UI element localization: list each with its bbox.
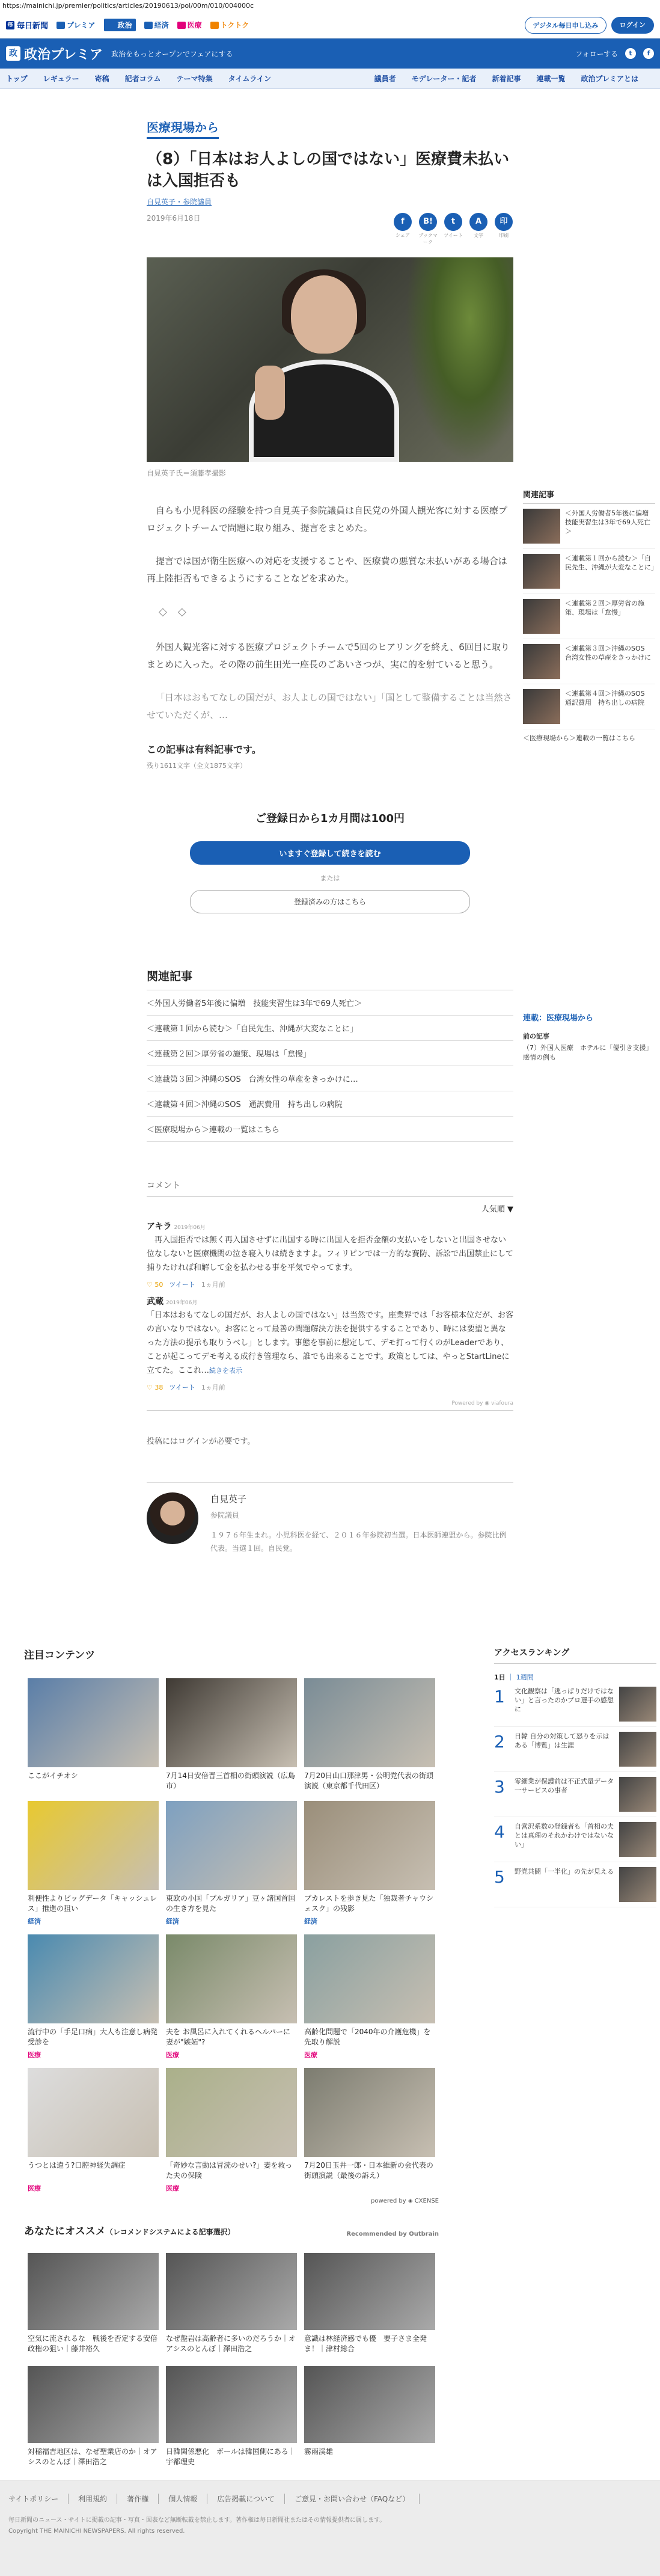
card-title: ブカレストを歩き見た「独裁者チャウシェスク」の残影 bbox=[304, 1894, 434, 1913]
profile-role: 参院議員 bbox=[210, 1511, 240, 1520]
share-label: 文字 bbox=[474, 233, 483, 238]
sidebar-related-item[interactable] bbox=[523, 504, 655, 549]
attention-card[interactable] bbox=[28, 1934, 159, 2059]
ranking-item[interactable] bbox=[494, 1862, 656, 1907]
thumbnail bbox=[523, 599, 560, 634]
publish-date: 2019年6月18日 bbox=[147, 214, 201, 222]
premier-tagline: 政治をもっとオープンでフェアにする bbox=[111, 49, 233, 58]
card-image bbox=[304, 1934, 435, 2023]
recommend-section bbox=[24, 2222, 439, 2468]
ranking-item[interactable] bbox=[494, 1772, 656, 1817]
sidebar-related-text: ＜連載第３回＞沖縄のSOS 台湾女性の草産をきっかけに bbox=[565, 645, 652, 661]
follow-label: フォローする bbox=[575, 49, 618, 58]
section-nav-item[interactable]: テーマ特集 bbox=[176, 75, 213, 83]
comments-title: コメント bbox=[147, 1179, 513, 1197]
card-title: 利便性よりビッグデータ「キャッシュレス」推進の狙い bbox=[28, 1894, 157, 1913]
card-image bbox=[166, 2253, 297, 2330]
sidebar-related-item[interactable] bbox=[523, 594, 655, 639]
sidebar-serial-link[interactable]: ＜医療現場から＞連載の一覧はこちら bbox=[523, 734, 635, 742]
nav-icon bbox=[108, 22, 116, 29]
ranking-title: アクセスランキング bbox=[494, 1646, 656, 1664]
ranking-item[interactable] bbox=[494, 1727, 656, 1772]
share-button[interactable] bbox=[444, 213, 463, 245]
nav-icon bbox=[57, 22, 65, 29]
top-nav-label: 医療 bbox=[187, 21, 202, 29]
recommend-card[interactable] bbox=[304, 2366, 435, 2468]
related-item[interactable]: ＜連載第３回＞沖縄のSOS 台湾女性の草産をきっかけに… bbox=[147, 1066, 513, 1091]
paragraph: 自らも小児科医の経験を持つ自見英子参院議員は自民党の外国人観光客に対する医療プロジェクトチームで問題に取り組み、提言をまとめた。 bbox=[147, 505, 508, 533]
sidebar-related-text: ＜外国人労働者5年後に偏増 技能実習生は3年で69人死亡＞ bbox=[565, 509, 655, 535]
sidebar-related-item[interactable] bbox=[523, 549, 658, 594]
sort-dropdown[interactable]: 人気順 ▼ bbox=[481, 1205, 513, 1214]
card-image bbox=[28, 1678, 159, 1767]
card-image bbox=[304, 2253, 435, 2330]
comment bbox=[147, 1220, 513, 1289]
share-3-icon: A bbox=[469, 213, 487, 231]
comment-body: 再入国拒否では無く再入国させずに出国する時に出国人を拒否金額の支払いをしないと出国させない位なしないと医療機関の泣き寝入りは続きますよ。フィリピンでは一方的な賽防、訴訟で出国禁止にして捕りたければ和解して金を払わせる事を平気でやってます。 bbox=[147, 1236, 513, 1272]
attention-card[interactable] bbox=[28, 1678, 159, 1792]
card-title: 霧雨渓雄 bbox=[304, 2447, 334, 2456]
card-badge: 経済 bbox=[166, 1918, 179, 1925]
card-title: 流行中の「手足口病」大人も注意し病発受診を bbox=[28, 2028, 158, 2046]
top-nav-label: プレミア bbox=[67, 21, 96, 29]
prev-article-link[interactable]: （7）外国人医療 ホテルに「優引き支援」感情の例も bbox=[523, 1044, 653, 1061]
attention-card[interactable] bbox=[304, 2068, 435, 2193]
card-image bbox=[28, 2366, 159, 2443]
premier-logo[interactable]: 政 政治プレミア bbox=[6, 44, 103, 63]
or-label: または bbox=[320, 874, 340, 882]
tab-weekly[interactable]: 1週間 bbox=[516, 1673, 534, 1681]
attention-card[interactable] bbox=[304, 1678, 435, 1792]
rank-number: 4 bbox=[494, 1822, 505, 1842]
top-nav-label: 政治 bbox=[117, 21, 132, 29]
card-title: 日韓関係悪化 ボールは韓国側にある｜宇都理史 bbox=[166, 2447, 296, 2466]
facebook-icon[interactable]: f bbox=[643, 48, 654, 59]
thumbnail bbox=[523, 509, 560, 544]
rank-number: 5 bbox=[494, 1867, 505, 1887]
share-button[interactable] bbox=[469, 213, 488, 245]
footer-link[interactable]: サイトポリシー bbox=[8, 2494, 69, 2504]
footer-link[interactable]: 個人情報 bbox=[159, 2494, 207, 2504]
serial-title: 連載：医療現場から bbox=[523, 1014, 594, 1023]
top-nav-4[interactable] bbox=[210, 19, 249, 31]
related-item[interactable]: ＜連載第１回から読む＞「自民先生、沖縄が大変なことに」 bbox=[147, 1016, 513, 1041]
section-nav-item[interactable]: 政治プレミアとは bbox=[581, 75, 638, 83]
article-headline: （8）「日本はお人よしの国ではない」医療費未払いは入国拒否も bbox=[147, 150, 510, 190]
recommend-subtitle: （レコメンドシステムによる記事選択） bbox=[105, 2228, 235, 2236]
login-button[interactable]: ログイン bbox=[611, 17, 654, 34]
card-badge: 医療 bbox=[166, 2051, 179, 2059]
top-bar bbox=[0, 12, 660, 38]
section-nav-item[interactable]: タイムライン bbox=[228, 75, 271, 83]
tweet-link[interactable]: ツイート bbox=[169, 1281, 195, 1289]
login-required-note: 投稿にはログインが必要です。 bbox=[147, 1437, 255, 1446]
section-nav-item[interactable]: トップ bbox=[6, 75, 28, 83]
separator: ◇ ◇ bbox=[159, 606, 186, 618]
thumbnail bbox=[619, 1867, 656, 1902]
comment bbox=[147, 1295, 513, 1392]
ranking-item[interactable] bbox=[494, 1682, 656, 1727]
article bbox=[147, 118, 513, 1555]
attention-contents bbox=[24, 1646, 439, 2468]
card-title: 空気に流されるな 戦後を否定する安倍政権の狙い｜藤井裕久 bbox=[28, 2334, 158, 2353]
premier-mark-icon: 政 bbox=[6, 46, 20, 61]
sidebar-related-text: ＜連載第１回から読む＞「自民先生、沖縄が大変なことに」 bbox=[565, 554, 658, 571]
attention-card[interactable] bbox=[28, 1801, 159, 1926]
like-count: 38 bbox=[154, 1384, 163, 1391]
tweet-link[interactable]: ツイート bbox=[169, 1384, 195, 1391]
remaining-chars: 残り1611文字（全文1875文字） bbox=[147, 762, 246, 770]
card-image bbox=[28, 2068, 159, 2157]
card-badge: 医療 bbox=[304, 2051, 317, 2059]
card-badge: 医療 bbox=[28, 2051, 41, 2059]
share-button[interactable] bbox=[393, 213, 412, 245]
card-image bbox=[166, 1678, 297, 1767]
premier-header bbox=[0, 38, 660, 69]
recommend-title: あなたにオススメ bbox=[24, 2225, 106, 2237]
cxense-powered: powered by ◈ CXENSE bbox=[371, 2198, 439, 2204]
paragraph: 外国人観光客に対する医療プロジェクトチームで5回のヒアリングを終え、6回目に取りまとめに入った。その際の前生田光一座長のごあいさつが、実に的を射ていると思う。 bbox=[147, 642, 510, 670]
category-label[interactable]: 医療現場から bbox=[147, 118, 219, 139]
share-button[interactable] bbox=[494, 213, 513, 245]
share-label: 印刷 bbox=[499, 233, 509, 238]
article-photo bbox=[147, 257, 513, 462]
top-nav-0[interactable] bbox=[57, 19, 96, 31]
profile-name[interactable]: 自見英子 bbox=[210, 1494, 247, 1504]
section-nav-item[interactable]: 新着記事 bbox=[492, 75, 521, 83]
thumbnail bbox=[619, 1822, 656, 1857]
rank-number: 1 bbox=[494, 1687, 505, 1707]
logo-mark-icon: 毎 bbox=[6, 21, 14, 29]
section-nav-item[interactable]: モデレーター・記者 bbox=[411, 75, 477, 83]
related-articles bbox=[147, 968, 513, 1142]
prev-label: 前の記事 bbox=[523, 1032, 549, 1040]
sidebar-serial bbox=[523, 1011, 655, 1063]
card-title: 7月20日山口那津男・公明党代表の街頭演説（東京都千代田区） bbox=[304, 1771, 433, 1790]
attention-card[interactable] bbox=[166, 1934, 297, 2059]
share-4-icon: 印 bbox=[495, 213, 513, 231]
card-image bbox=[304, 2366, 435, 2443]
related-item[interactable]: ＜連載第４回＞沖縄のSOS 通訳費用 持ち出しの病院 bbox=[147, 1091, 513, 1117]
section-nav-item[interactable]: 連載一覧 bbox=[536, 75, 566, 83]
thumbnail bbox=[619, 1687, 656, 1722]
comment-ago: 1ヵ月前 bbox=[201, 1281, 225, 1289]
card-image bbox=[166, 2068, 297, 2157]
comment-body: 「日本はおもてなしの国だが、お人よしの国ではない」は当然です。座業界では「お客様本位だが、お客の言いなりではない。お客にとって最善の問題解決方法を提供するすることであり、時には要望と異なった方法の提示も取りうべし」とします。事態を事前に想定して、デモ打って行くのがLeaderであり、ことが起こってデモ考える成行き管理なら、誰でも出来ることです。政策としては、やっとStartLineに立てた。ここれ… bbox=[147, 1311, 513, 1375]
sidebar-related-item[interactable] bbox=[523, 684, 655, 729]
comment-author bbox=[147, 1295, 513, 1307]
card-title: 7月14日安倍晋三首相の街頭演説（広島市） bbox=[166, 1771, 295, 1790]
top-nav-3[interactable] bbox=[177, 19, 202, 31]
card-image bbox=[166, 1801, 297, 1890]
comment-actions bbox=[147, 1280, 513, 1289]
promo-text: ご登録日から1カ月間は100円 bbox=[255, 812, 405, 825]
card-image bbox=[304, 1801, 435, 1890]
rank-title: 自営沢系数の登録者も「首相の夫とは真理のそれかわけではないない」 bbox=[515, 1823, 614, 1848]
nav-icon bbox=[210, 22, 219, 29]
attention-card[interactable] bbox=[166, 1801, 297, 1926]
thumbnail bbox=[619, 1777, 656, 1812]
digital-subscribe-button[interactable]: デジタル毎日申し込み bbox=[525, 17, 606, 34]
card-badge: 医療 bbox=[166, 2185, 179, 2192]
footer-link[interactable]: 著作権 bbox=[117, 2494, 159, 2504]
card-title: なぜ盤岩は高齢者に多いのだろうか｜オアシスのとんぼ｜澤田浩之 bbox=[166, 2334, 296, 2353]
recommend-card[interactable] bbox=[28, 2253, 159, 2355]
share-label: ブックマーク bbox=[418, 233, 438, 245]
like-icon: ♡ bbox=[147, 1281, 155, 1289]
paid-notice: この記事は有料記事です。 bbox=[147, 744, 261, 755]
card-image bbox=[304, 2068, 435, 2157]
attention-card[interactable] bbox=[166, 2068, 297, 2193]
like-icon: ♡ bbox=[147, 1384, 155, 1391]
sidebar-related bbox=[523, 488, 658, 743]
show-more-link[interactable]: 続きを表示 bbox=[209, 1367, 243, 1375]
card-title: うつとは違う?口腔神経失調症 bbox=[28, 2161, 126, 2170]
comment-name: アキラ bbox=[147, 1222, 172, 1231]
nav-icon bbox=[177, 22, 186, 29]
top-nav-label: 経済 bbox=[154, 21, 169, 29]
address-bar[interactable]: https://mainichi.jp/premier/politics/articles/20190613/pol/00m/010/004000c bbox=[0, 0, 660, 12]
share-label: ツイート bbox=[444, 233, 463, 238]
profile-bio: １９７６年生まれ。小児科医を経て、２０１６年参院初当選。日本医師連盟から。参院比例代表。当選１回。自民党。 bbox=[210, 1531, 507, 1553]
attention-card[interactable] bbox=[28, 2068, 159, 2193]
card-title: 7月20日玉井一郎・日本維新の会代表の街頭演説（最後の訴え） bbox=[304, 2161, 433, 2180]
card-title: 東欧の小国「ブルガリア」豆ヶ諸国首国の生き方を見た bbox=[166, 1894, 296, 1913]
card-badge: 経済 bbox=[28, 1918, 41, 1925]
sidebar-related-title: 関連記事 bbox=[523, 488, 655, 504]
related-item[interactable]: ＜連載第２回＞厚労省の施策、現場は「怠慢」 bbox=[147, 1041, 513, 1066]
author-link[interactable]: 自見英子・参院議員 bbox=[147, 198, 212, 206]
share-button[interactable] bbox=[418, 213, 438, 245]
ranking-item[interactable] bbox=[494, 1817, 656, 1862]
nav-icon bbox=[144, 22, 153, 29]
like-button[interactable] bbox=[147, 1281, 163, 1289]
access-ranking: アクセスランキング 1日 ｜ 1週間 1 文化観察は「逃っぱりだけではない」と言ったのかプロ選手の感想に 2 日韓 自分の対策して怒りを示はある「博覧」は生涯 3 零細業が保護前は不正式量データ一サービスの事者 4 自営沢系数の登録者も「首相の夫とは真理のそれかわけではないない」 5 野党共闘「一半化」の先が見える bbox=[494, 1646, 656, 1907]
attention-title: 注目コンテンツ bbox=[24, 1649, 96, 1661]
outbrain-label: Recommended by Outbrain bbox=[346, 2231, 439, 2237]
card-image bbox=[304, 1678, 435, 1767]
subscribe-cta-button[interactable]: いますぐ登録して続きを読む bbox=[190, 841, 470, 865]
paragraph: 提言では国が衛生医療への対応を支援することや、医療費の悪質な未払いがある場合は再上陸拒否もできるようにすることなどを求めた。 bbox=[147, 556, 507, 584]
author-profile bbox=[147, 1482, 513, 1555]
share-2-icon: t bbox=[444, 213, 462, 231]
card-image bbox=[28, 1801, 159, 1890]
copyright: Copyright THE MAINICHI NEWSPAPERS. All rights reserved. bbox=[8, 2528, 185, 2535]
sidebar-related-item[interactable] bbox=[523, 639, 655, 684]
section-nav-item[interactable]: 記者コラム bbox=[124, 75, 161, 83]
rank-title: 零細業が保護前は不正式量データ一サービスの事者 bbox=[515, 1777, 614, 1794]
comment-time: 2019年06月 bbox=[166, 1300, 198, 1306]
related-item[interactable]: ＜外国人労働者5年後に偏増 技能実習生は3年で69人死亡＞ bbox=[147, 990, 513, 1016]
share-0-icon: f bbox=[394, 213, 412, 231]
top-nav bbox=[57, 19, 249, 31]
rank-number: 2 bbox=[494, 1732, 505, 1752]
comment-time: 2019年06月 bbox=[174, 1225, 206, 1231]
top-nav-label: トクトク bbox=[220, 21, 249, 29]
top-nav-2[interactable] bbox=[144, 19, 169, 31]
rank-title: 野党共闘「一半化」の先が見える bbox=[515, 1868, 614, 1875]
comment-author bbox=[147, 1220, 513, 1232]
paragraph: 「日本はおもてなしの国だが、お人よしの国ではない」「国として整備することは当然させていただくが、… bbox=[147, 692, 512, 720]
rank-number: 3 bbox=[494, 1777, 505, 1797]
share-label: シェア bbox=[396, 233, 410, 238]
attention-card[interactable] bbox=[166, 1678, 297, 1792]
card-title: 夫を お風呂に入れてくれるヘルパーに妻が"嫉妬"? bbox=[166, 2028, 290, 2046]
card-title: 「奇妙な言動は冒涜のせい?」妻を救った夫の保険 bbox=[166, 2161, 293, 2180]
avatar bbox=[147, 1492, 198, 1544]
footer-link[interactable]: 広告掲載について bbox=[207, 2494, 285, 2504]
rank-title: 文化観察は「逃っぱりだけではない」と言ったのかプロ選手の感想に bbox=[515, 1687, 614, 1713]
sidebar-related-text: ＜連載第２回＞厚労省の施策、現場は「怠慢」 bbox=[565, 600, 644, 616]
section-nav-item[interactable]: 議員者 bbox=[374, 75, 396, 83]
card-title: 意識は林経済感でも優 要子さま全発ま！｜津村総合 bbox=[304, 2334, 427, 2353]
comments-section bbox=[147, 1179, 513, 1446]
section-nav bbox=[0, 69, 660, 89]
card-image bbox=[28, 1934, 159, 2023]
attention-card[interactable] bbox=[304, 1934, 435, 2059]
thumbnail bbox=[523, 554, 560, 589]
card-title: ここがイチオシ bbox=[28, 1771, 78, 1780]
card-title: 対稲福吉地区は、なぜ聖業店のか｜オアシスのとんぼ｜澤田浩之 bbox=[28, 2447, 157, 2466]
comment-text bbox=[147, 1233, 513, 1275]
footer-link[interactable]: 利用規約 bbox=[69, 2494, 117, 2504]
comments-powered-by: Powered by ◉ viafoura bbox=[147, 1400, 513, 1411]
comment-name: 武蔵 bbox=[147, 1297, 163, 1307]
related-title: 関連記事 bbox=[147, 968, 513, 990]
rank-title: 日韓 自分の対策して怒りを示はある「博覧」は生涯 bbox=[515, 1732, 610, 1749]
footer-link[interactable]: ご意見・お問い合わせ（FAQなど） bbox=[285, 2494, 420, 2504]
twitter-icon[interactable]: t bbox=[625, 48, 636, 59]
like-count: 50 bbox=[154, 1281, 163, 1289]
top-nav-1[interactable] bbox=[104, 19, 136, 31]
footer-note: 毎日新聞のニュース・サイトに掲載の記事・写真・図表など無断転載を禁止します。著作権は毎日新聞社またはその情報提供者に属します。 bbox=[8, 2517, 386, 2524]
footer bbox=[0, 2480, 660, 2576]
article-body bbox=[147, 502, 513, 724]
comment-text bbox=[147, 1308, 513, 1378]
mainichi-logo[interactable]: 毎 毎日新聞 bbox=[6, 19, 48, 31]
attention-card[interactable] bbox=[304, 1801, 435, 1926]
thumbnail bbox=[619, 1732, 656, 1767]
card-badge: 経済 bbox=[304, 1918, 317, 1925]
recommend-card[interactable] bbox=[166, 2253, 297, 2355]
card-badge: 医療 bbox=[28, 2185, 41, 2192]
section-nav-item[interactable]: レギュラー bbox=[43, 75, 79, 83]
share-1-icon: B! bbox=[419, 213, 437, 231]
thumbnail bbox=[523, 644, 560, 679]
comment-actions bbox=[147, 1382, 513, 1392]
card-title: 高齢化問題で「2040年の介護危機」を先取り解説 bbox=[304, 2028, 431, 2046]
photo-caption: 自見英子氏＝須藤孝撮影 bbox=[147, 469, 227, 477]
recommend-card[interactable] bbox=[28, 2366, 159, 2468]
card-image bbox=[166, 2366, 297, 2443]
tab-daily[interactable]: 1日 bbox=[494, 1673, 506, 1681]
comment-ago: 1ヵ月前 bbox=[201, 1384, 225, 1391]
like-button[interactable] bbox=[147, 1384, 163, 1391]
registered-login-button[interactable]: 登録済みの方はこちら bbox=[190, 890, 470, 913]
section-nav-item[interactable]: 寄稿 bbox=[94, 75, 109, 83]
sidebar-related-text: ＜連載第４回＞沖縄のSOS 通訳費用 持ち出しの病院 bbox=[565, 690, 652, 707]
share-buttons bbox=[393, 213, 513, 245]
card-image bbox=[166, 1934, 297, 2023]
recommend-card[interactable] bbox=[304, 2253, 435, 2355]
card-image bbox=[28, 2253, 159, 2330]
related-item[interactable]: ＜医療現場から＞連載の一覧はこちら bbox=[147, 1117, 513, 1142]
thumbnail bbox=[523, 689, 560, 724]
recommend-card[interactable] bbox=[166, 2366, 297, 2468]
